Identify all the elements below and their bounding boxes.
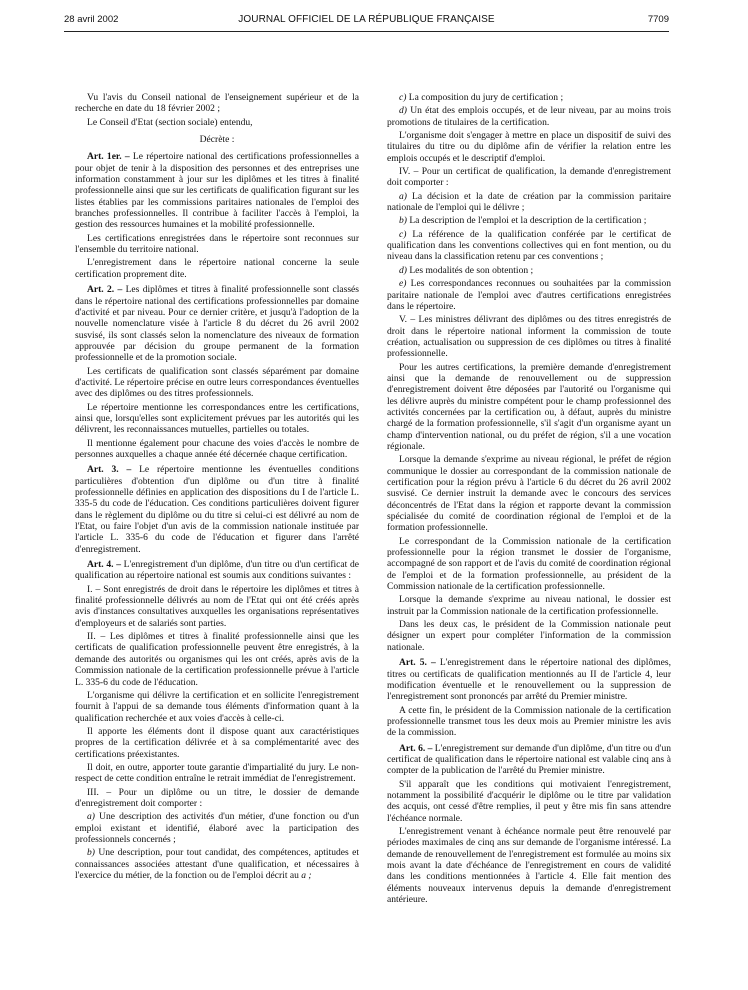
paragraph: I. – Sont enregistrés de droit dans le répertoire les diplômes et titres à finalité professionnelle délivrés au nom de l'Etat qui ont été créés après avis d'instances consultatives auxquelles les organisations représentatives d'employeurs et de salariés sont parties.	[75, 583, 359, 629]
right-column	[387, 92, 671, 907]
item-letter: c)	[399, 228, 407, 240]
paragraph: Il doit, en outre, apporter toute garantie d'impartialité du jury. Le non-respect de cette condition entraîne le retrait immédiat de l'enregistrement.	[75, 761, 359, 785]
list-item	[387, 105, 671, 128]
list-item	[387, 92, 671, 103]
paragraph: A cette fin, le président de la Commission nationale de la certification professionnelle transmet tous les deux mois au Premier ministre les avis de la commission.	[387, 704, 671, 739]
item-letter: e)	[399, 278, 407, 290]
list-item	[387, 278, 671, 312]
paragraph: IV. – Pour un certificat de qualification, la demande d'enregistrement doit comporter :	[387, 166, 671, 189]
paragraph: S'il apparaît que les conditions qui motivaient l'enregistrement, notamment la possibilité d'acquérir le diplôme ou le titre par validation des acquis, ont cessé d'être remplies, il peut y être mis fin sans attendre l'échéance normale.	[387, 778, 671, 824]
item-letter: a)	[87, 811, 95, 823]
article-text: Les diplômes et titres à finalité professionnelle sont classés dans le répertoire national des certifications professionnelles par domaine d'activité et par niveau. Pour ce dernier critère, et jusqu'à l'adoption de la nouvelle nomenclature visée à l'article 8 du décret du 26 avril 2002 susvisé, ils sont classés selon la nomenclature des niveaux de formation approuvée par décision du groupe permanent de la formation professionnelle et de la promotion sociale.	[75, 284, 359, 364]
item-ref: a ;	[301, 870, 312, 881]
article-text: L'enregistrement dans le répertoire national des diplômes, titres ou certificats de qualification mentionnés au II de l'article 4, leur modification éventuelle et le renouvellement ou la suppression de l'enregistrement sont prononcés par arrêté du Premier ministre.	[387, 657, 671, 703]
left-column	[75, 92, 359, 883]
paragraph: V. – Les ministres délivrant des diplômes ou des titres enregistrés de droit dans le répertoire national informent la commission de toute création, actualisation ou suppression de ces diplômes ou titres à finalité professionnelle.	[387, 314, 671, 360]
item-text: Une description des activités d'un métier, d'une fonction ou d'un emploi existant et identifié, élaboré avec la participation des professionnels concernés ;	[75, 811, 359, 845]
paragraph: II. – Les diplômes et titres à finalité professionnelle ainsi que les certificats de qualification professionnelle peuvent être enregistrés, à la demande des autorités ou organismes qui les ont créés, après avis de la Commission nationale de la certification professionnelle prévue à l'article L. 335-6 du code de l'éducation.	[75, 631, 359, 688]
article-label: Art. 4. –	[87, 559, 121, 571]
item-text: La description de l'emploi et la description de la certification ;	[406, 215, 647, 227]
item-text: La composition du jury de certification ;	[406, 92, 564, 103]
article-text: L'enregistrement sur demande d'un diplôme, d'un titre ou d'un certificat de qualification dans le répertoire national est valable cinq ans à compter de la publication de l'arrêté du Premier ministre.	[387, 742, 672, 777]
paragraph: Dans les deux cas, le président de la Commission nationale peut désigner un expert pour compléter l'information de la commission nationale.	[387, 619, 671, 653]
item-text: Un état des emplois occupés, et de leur niveau, par au moins trois promotions de titulaires de la certification.	[387, 105, 671, 128]
paragraph: Le répertoire mentionne les correspondances entre les certifications, ainsi que, lorsqu'elles sont explicitement prévues par les autorités qui les délivrent, les reconnaissances mutuelles, partielles ou totales.	[75, 401, 359, 436]
article-2	[75, 284, 359, 363]
item-text: Les modalités de son obtention ;	[406, 264, 534, 276]
paragraph: Lorsque la demande s'exprime au niveau national, le dossier est instruit par la Commission nationale de la certification professionnelle.	[387, 594, 671, 617]
paragraph: Il apporte les éléments dont il dispose quant aux caractéristiques propres de la certification délivrée et à sa complémentarité avec des certifications préexistantes.	[75, 725, 359, 760]
paragraph: III. – Pour un diplôme ou un titre, le dossier de demande d'enregistrement doit comporter :	[75, 786, 359, 809]
article-label: Art. 2. –	[87, 284, 123, 296]
header-date: 28 avril 2002	[64, 14, 119, 25]
paragraph: Les certifications enregistrées dans le répertoire sont reconnues sur l'ensemble du territoire national.	[75, 232, 359, 256]
decree-heading: Décrète :	[199, 134, 235, 146]
article-text: Le répertoire mentionne les éventuelles conditions particulières d'obtention d'un diplôme ou d'un titre à finalité professionnelle définies en application des dispositions du I de l'article L. 335-5 du code de l'éducation. Ces conditions particulières doivent figurer dans le règlement du diplôme ou du titre si celui-ci est délivré au nom de l'Etat, ou faire l'objet d'un avis de la commission nationale instituée par l'article L. 335-6 du code de l'éducation et figurer dans l'arrêté d'enregistrement.	[75, 464, 359, 555]
article-text: L'enregistrement d'un diplôme, d'un titre ou d'un certificat de qualification au répertoire national est soumis aux conditions suivantes :	[75, 559, 359, 582]
item-letter: b)	[87, 847, 95, 859]
item-text: Les correspondances reconnues ou souhaitées par la commission paritaire nationale de l'emploi avec d'autres certifications enregistrées dans le répertoire.	[387, 278, 671, 312]
paragraph: L'organisme qui délivre la certification et en sollicite l'enregistrement fournit à l'appui de sa demande tous éléments d'information quant à la qualification recherchée et aux voies d'accès à celle-ci.	[75, 689, 359, 724]
item-letter: b)	[399, 215, 407, 227]
paragraph: Le correspondant de la Commission nationale de la certification professionnelle pour la région transmet le dossier de l'organisme, accompagné de son rapport et de l'avis du comité de coordination régional de l'emploi et de la formation professionnelle, au président de la Commission nationale de la certification professionnelle.	[387, 535, 671, 593]
item-letter: a)	[399, 190, 407, 202]
article-4	[75, 559, 359, 582]
paragraph: L'enregistrement venant à échéance normale peut être renouvelé par périodes maximales de cinq ans sur demande de l'organisme intéressé. La demande de renouvellement de l'enregistrement est formulée au moins six mois avant la date d'échéance de l'enregistrement en cours de validité dans les conditions mentionnées à l'article 4. Elle fait mention des éléments nouveaux intervenus depuis la demande d'enregistrement antérieure.	[387, 825, 671, 906]
article-label: Art. 6. –	[399, 742, 433, 754]
paragraph: Les certificats de qualification sont classés séparément par domaine d'activité. Le répertoire précise en outre leurs correspondances éventuelles avec des diplômes ou des titres professionnels.	[75, 365, 360, 400]
item-letter: d)	[399, 105, 407, 117]
article-label: Art. 1er. –	[87, 151, 130, 163]
paragraph: Vu l'avis du Conseil national de l'enseignement supérieur et de la recherche en date du 18 février 2002 ;	[75, 92, 359, 115]
list-item	[387, 229, 671, 263]
paragraph: L'enregistrement dans le répertoire national concerne la seule certification proprement dite.	[75, 257, 359, 280]
journal-title: JOURNAL OFFICIEL DE LA RÉPUBLIQUE FRANÇAISE	[238, 14, 495, 25]
list-item	[387, 215, 671, 226]
list-item	[387, 191, 671, 214]
item-letter: d)	[399, 264, 407, 276]
article-label: Art. 3. –	[87, 464, 132, 476]
page-number: 7709	[647, 14, 669, 25]
article-text: Le répertoire national des certifications professionnelles a pour objet de tenir à la disposition des personnes et des entreprises une information constamment à jour sur les diplômes et les titres à finalité professionnelle ainsi que sur les certificats de qualification figurant sur les listes établies par les commissions paritaires nationales de l'emploi des branches professionnelles. Il contribue à faciliter l'accès à l'emploi, la gestion des ressources humaines et la mobilité professionnelle.	[75, 151, 359, 231]
article-label: Art. 5. –	[399, 657, 436, 669]
item-letter: c)	[399, 92, 407, 103]
list-item	[75, 811, 359, 845]
paragraph: Lorsque la demande s'exprime au niveau régional, le préfet de région communique le dossier au correspondant de la commission nationale de certification pour la région prévu à l'article 6 du décret du 26 avril 2002 susvisé. Ce dernier instruit la demande avec le concours des services déconcentrés de l'Etat dans la région et rapporte devant la commission spécialisée du comité de coordination régional de l'emploi et de la formation professionnelle.	[387, 454, 671, 534]
item-text: La décision et la date de création par la commission paritaire nationale de l'emploi qui le délivre ;	[387, 190, 671, 214]
item-text: La référence de la qualification conférée par le certificat de qualification dans les conventions collectives qui en font mention, ou du niveau dans la classification retenu par ces conventions ;	[387, 228, 671, 263]
paragraph: Le Conseil d'Etat (section sociale) entendu,	[87, 116, 253, 128]
article-6	[387, 743, 671, 777]
article-5	[387, 657, 671, 702]
paragraph: L'organisme doit s'engager à mettre en place un dispositif de suivi des titulaires du titre ou du diplôme afin de vérifier la relation entre les emplois occupés et le descriptif d'emploi.	[387, 130, 671, 164]
paragraph: Pour les autres certifications, la première demande d'enregistrement ainsi que la demande de renouvellement ou de suppression d'enregistrement doivent être déposées par l'autorité ou l'organisme qui les délivre auprès du ministre compétent pour le champ professionnel des activités concernées par la certification ou, à défaut, auprès du ministre chargé de la formation professionnelle, s'il s'agit d'un organisme ayant un champ d'intervention national, ou du préfet de région, s'il a une vocation régionale.	[387, 361, 671, 452]
article-3	[75, 464, 359, 555]
item-text: Une description, pour tout candidat, des compétences, aptitudes et connaissances associées attestant d'une qualification, et nécessaires à l'exercice du métier, de la fonction ou de l'emploi décrit au	[75, 847, 359, 881]
paragraph: Il mentionne également pour chacune des voies d'accès le nombre de personnes auxquelles a chaque année été décernée chaque certification.	[75, 437, 359, 460]
article-1	[75, 151, 359, 230]
header-rule	[64, 31, 669, 32]
list-item	[75, 847, 359, 881]
list-item	[387, 265, 671, 276]
